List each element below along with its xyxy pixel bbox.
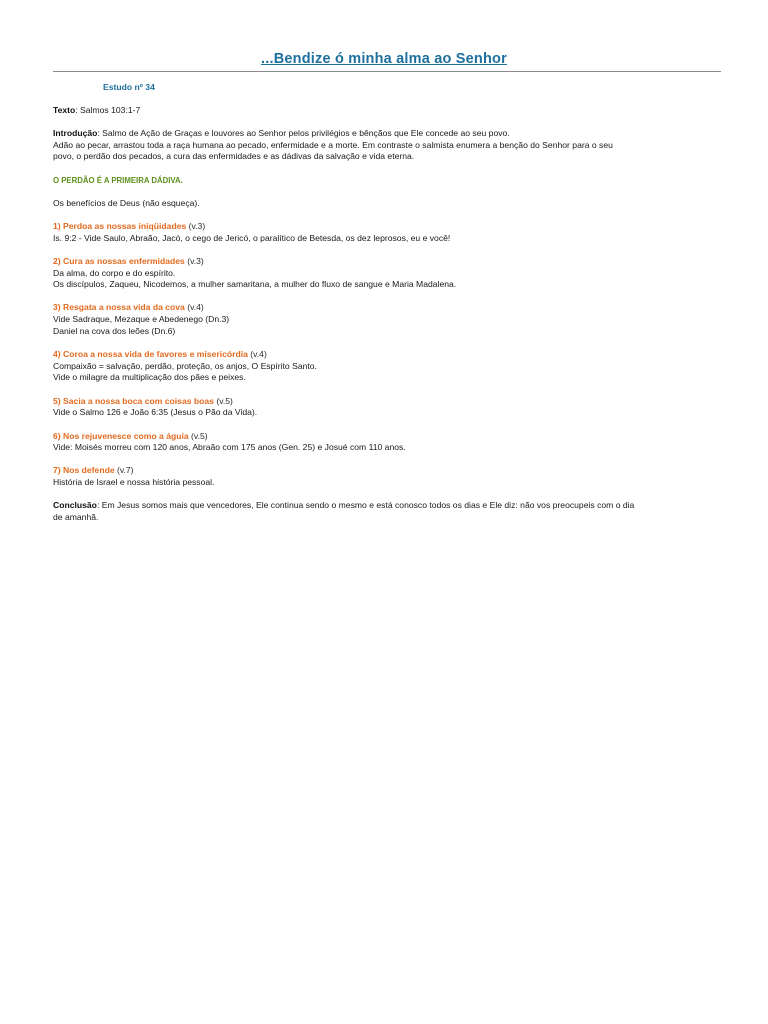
list-item — [53, 221, 713, 244]
item-verse-ref: (v.3) — [186, 220, 206, 231]
conclusao-label: Conclusão — [53, 500, 97, 511]
list-item — [53, 256, 713, 291]
item-heading-line — [53, 256, 713, 268]
introducao-line-1 — [53, 128, 713, 140]
study-number: Estudo nº 34 — [103, 82, 155, 92]
item-verse-ref: (v.4) — [247, 349, 267, 360]
texto-value: : Salmos 103:1-7 — [75, 104, 141, 115]
item-text: Is. 9:2 - Vide Saulo, Abraão, Jacó, o cego de Jericó, o paralítico de Betesda, os dez leprosos, eu e você! — [53, 232, 451, 243]
list-item — [53, 349, 713, 384]
item-heading-line — [53, 302, 713, 314]
item-heading-line — [53, 221, 713, 233]
item-heading-line — [53, 396, 713, 408]
title-divider — [53, 71, 721, 72]
section-heading: O PERDÃO É A PRIMEIRA DÁDIVA. — [53, 175, 183, 185]
introducao-paragraph — [53, 128, 713, 163]
introducao-text-1: : Salmo de Ação de Graças e louvores ao Senhor pelos privilégios e bênçãos que Ele concede ao seu povo. — [97, 127, 510, 138]
item-verse-ref: (v.3) — [184, 255, 204, 266]
item-verse-ref: (v.5) — [213, 395, 233, 406]
conclusao-line-1 — [53, 500, 713, 512]
texto-label: Texto — [53, 104, 76, 115]
item-heading: 2) Cura as nossas enfermidades — [53, 255, 185, 266]
item-text: Compaixão = salvação, perdão, proteção, os anjos, O Espírito Santo. — [53, 360, 317, 371]
item-text: Daniel na cova dos leões (Dn.6) — [53, 325, 176, 336]
item-heading-line — [53, 431, 713, 443]
item-heading: 3) Resgata a nossa vida da cova — [53, 302, 185, 313]
list-item — [53, 396, 713, 419]
item-text: História de Israel e nossa história pessoal. — [53, 477, 215, 488]
item-verse-ref: (v.5) — [188, 430, 208, 441]
introducao-label: Introdução — [53, 127, 98, 138]
item-text: Da alma, do corpo e do espírito. — [53, 267, 176, 278]
item-text: Os discípulos, Zaqueu, Nicodemos, a mulher samaritana, a mulher do fluxo de sangue e Maria Madalena. — [53, 279, 457, 290]
item-heading: 7) Nos defende — [53, 465, 115, 476]
item-verse-ref: (v.7) — [114, 465, 134, 476]
document-body — [53, 82, 713, 535]
texto-paragraph — [53, 105, 713, 117]
conclusao-paragraph — [53, 500, 713, 523]
item-text: Vide o milagre da multiplicação dos pães e peixes. — [53, 372, 246, 383]
item-heading: 1) Perdoa as nossas iniqüidades — [53, 220, 187, 231]
item-text: Vide: Moisés morreu com 120 anos, Abraão com 175 anos (Gen. 25) e Josué com 110 anos. — [53, 442, 406, 453]
item-heading-line — [53, 349, 713, 361]
item-heading: 6) Nos rejuvenesce como a águia — [53, 430, 189, 441]
list-item — [53, 431, 713, 454]
page-title: ...Bendize ó minha alma ao Senhor — [261, 51, 507, 67]
introducao-line-3: povo, o perdão dos pecados, a cura das enfermidades e as dádivas da salvação e vida eterna. — [53, 151, 415, 162]
benefits-intro: Os benefícios de Deus (não esqueça). — [53, 197, 200, 208]
item-heading-line — [53, 465, 713, 477]
list-item — [53, 302, 713, 337]
item-text: Vide Sadraque, Mezaque e Abedenego (Dn.3) — [53, 314, 230, 325]
item-heading: 5) Sacia a nossa boca com coisas boas — [53, 395, 214, 406]
item-heading: 4) Coroa a nossa vida de favores e misericórdia — [53, 349, 248, 360]
introducao-line-2: Adão ao pecar, arrastou toda a raça humana ao pecado, enfermidade e a morte. Em contraste o salmista enumera a benção do Senhor para o seu — [53, 139, 613, 150]
item-text: Vide o Salmo 126 e João 6:35 (Jesus o Pão da Vida). — [53, 407, 258, 418]
list-item — [53, 465, 713, 488]
conclusao-text-1: : Em Jesus somos mais que vencedores, Ele continua sendo o mesmo e está conosco todos os dias e Ele diz: não vos preocupeis com o dia — [96, 500, 635, 511]
conclusao-line-2: de amanhã. — [53, 512, 99, 523]
item-verse-ref: (v.4) — [184, 302, 204, 313]
